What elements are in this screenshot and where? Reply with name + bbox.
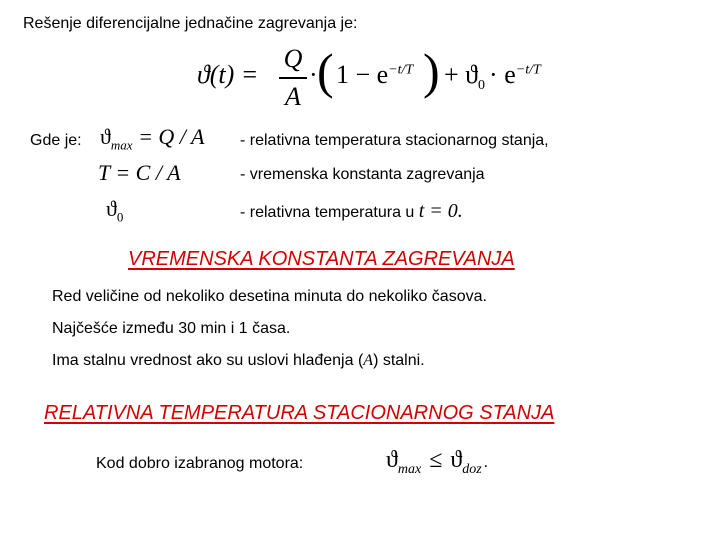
formula-denominator: A — [285, 82, 301, 111]
motor-label: Kod dobro izabranog motora: — [96, 455, 304, 472]
bullet-2: Najčešće između 30 min i 1 časa. — [52, 320, 291, 337]
def-theta0-desc: - relativna temperatura u t = 0. — [240, 200, 463, 222]
formula-close-paren: ) — [423, 43, 440, 99]
bullet-1: Red veličine od nekoliko desetina minuta do nekoliko časova. — [52, 288, 487, 305]
def-theta-max-symbol: $ϑ_{max} = Q / A$ — [100, 124, 205, 153]
heading-steady-state-temperature: RELATIVNA TEMPERATURA STACIONARNOG STANJA — [44, 402, 555, 424]
formula-exp1: −t/T — [388, 62, 414, 78]
formula-theta-t: ϑ(t) = — [197, 60, 259, 89]
formula-open-paren: ( — [317, 43, 334, 99]
where-label: Gde je: — [30, 132, 82, 149]
heading-time-constant: VREMENSKA KONSTANTA ZAGREVANJA — [128, 248, 515, 270]
formula-exp2: −t/T — [515, 62, 541, 78]
def-time-constant-desc: - vremenska konstanta zagrevanja — [240, 166, 485, 183]
bullet-3: Ima stalnu vrednost ako su uslovi hlađenja (A) stalni. — [52, 352, 425, 369]
formula-plus-theta0: + $ϑ_0 \cdot e^{-t/T}$ — [444, 60, 541, 94]
fraction-bar — [279, 77, 307, 79]
def-theta0-symbol: $ϑ_0$ — [106, 196, 124, 225]
intro-text: Rešenje diferencijalne jednačine zagrevanja je: — [23, 15, 358, 32]
motor-inequality: $ϑ_{max} \le ϑ_{doz}$ . — [386, 447, 488, 477]
formula-sub0: 0 — [478, 78, 486, 94]
formula-one-minus: $1 - e^{-t/T}$ — [336, 60, 414, 89]
def-time-constant-symbol: T = C / A — [98, 160, 181, 185]
formula-numerator: Q — [283, 44, 303, 73]
formula-dot1: · — [309, 60, 318, 89]
def-theta-max-desc: - relativna temperatura stacionarnog stanja, — [240, 132, 549, 149]
